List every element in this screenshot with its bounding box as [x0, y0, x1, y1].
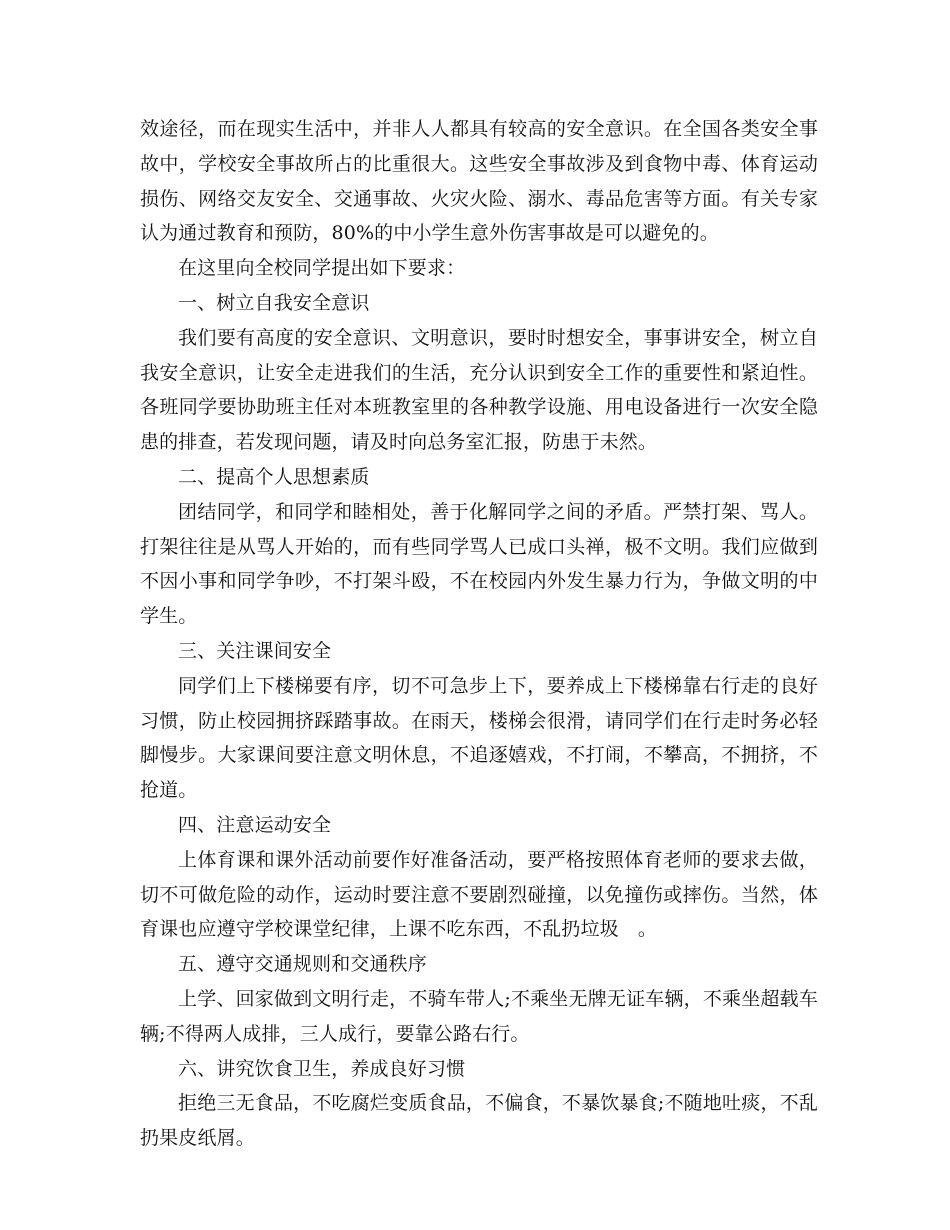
section-heading-4: 四、注意运动安全 [178, 813, 332, 836]
paragraph-intro-requirements: 在这里向全校同学提出如下要求： [178, 257, 466, 280]
section-body-6: 拒绝三无食品，不吃腐烂变质食品，不偏食，不暴饮暴食;不随地吐痰，不乱扔果皮纸屑。 [140, 1092, 818, 1150]
section-body-5: 上学、回家做到文明行走，不骑车带人;不乘坐无牌无证车辆，不乘坐超载车辆;不得两人成排，三人成行，要靠公路右行。 [140, 987, 818, 1045]
section-body-4: 上体育课和课外活动前要作好准备活动，要严格按照体育老师的要求去做，切不可做危险的动作，运动时要注意不要剧烈碰撞，以免撞伤或摔伤。当然，体育课也应遵守学校课堂纪律，上课不吃东西，不乱扔垃圾 。 [140, 848, 818, 941]
section-heading-6: 六、讲究饮食卫生，养成良好习惯 [178, 1057, 466, 1080]
section-heading-1: 一、树立自我安全意识 [178, 291, 370, 314]
document-body [140, 112, 818, 1156]
section-body-1: 我们要有高度的安全意识、文明意识，要时时想安全，事事讲安全，树立自我安全意识，让安全走进我们的生活，充分认识到安全工作的重要性和紧迫性。各班同学要协助班主任对本班教室里的各种教学设施、用电设备进行一次安全隐患的排查，若发现问题，请及时向总务室汇报，防患于未然。 [140, 326, 818, 454]
section-heading-5: 五、遵守交通规则和交通秩序 [178, 953, 427, 976]
paragraph-continuation: 效途径，而在现实生活中，并非人人都具有较高的安全意识。在全国各类安全事故中，学校安全事故所占的比重很大。这些安全事故涉及到食物中毒、体育运动损伤、网络交友安全、交通事故、火灾火险、溺水、毒品危害等方面。有关专家认为通过教育和预防，80%的中小学生意外伤害事故是可以避免的。 [140, 118, 818, 245]
section-heading-2: 二、提高个人思想素质 [178, 465, 370, 488]
section-heading-3: 三、关注课间安全 [178, 639, 332, 662]
section-body-2: 团结同学，和同学和睦相处，善于化解同学之间的矛盾。严禁打架、骂人。打架往往是从骂人开始的，而有些同学骂人已成口头禅，极不文明。我们应做到不因小事和同学争吵，不打架斗殴，不在校园内外发生暴力行为，争做文明的中学生。 [140, 500, 818, 628]
section-body-3: 同学们上下楼梯要有序，切不可急步上下，要养成上下楼梯靠右行走的良好习惯，防止校园拥挤踩踏事故。在雨天，楼梯会很滑，请同学们在行走时务必轻脚慢步。大家课间要注意文明休息，不追逐嬉戏，不打闹，不攀高，不拥挤，不抢道。 [140, 674, 818, 802]
